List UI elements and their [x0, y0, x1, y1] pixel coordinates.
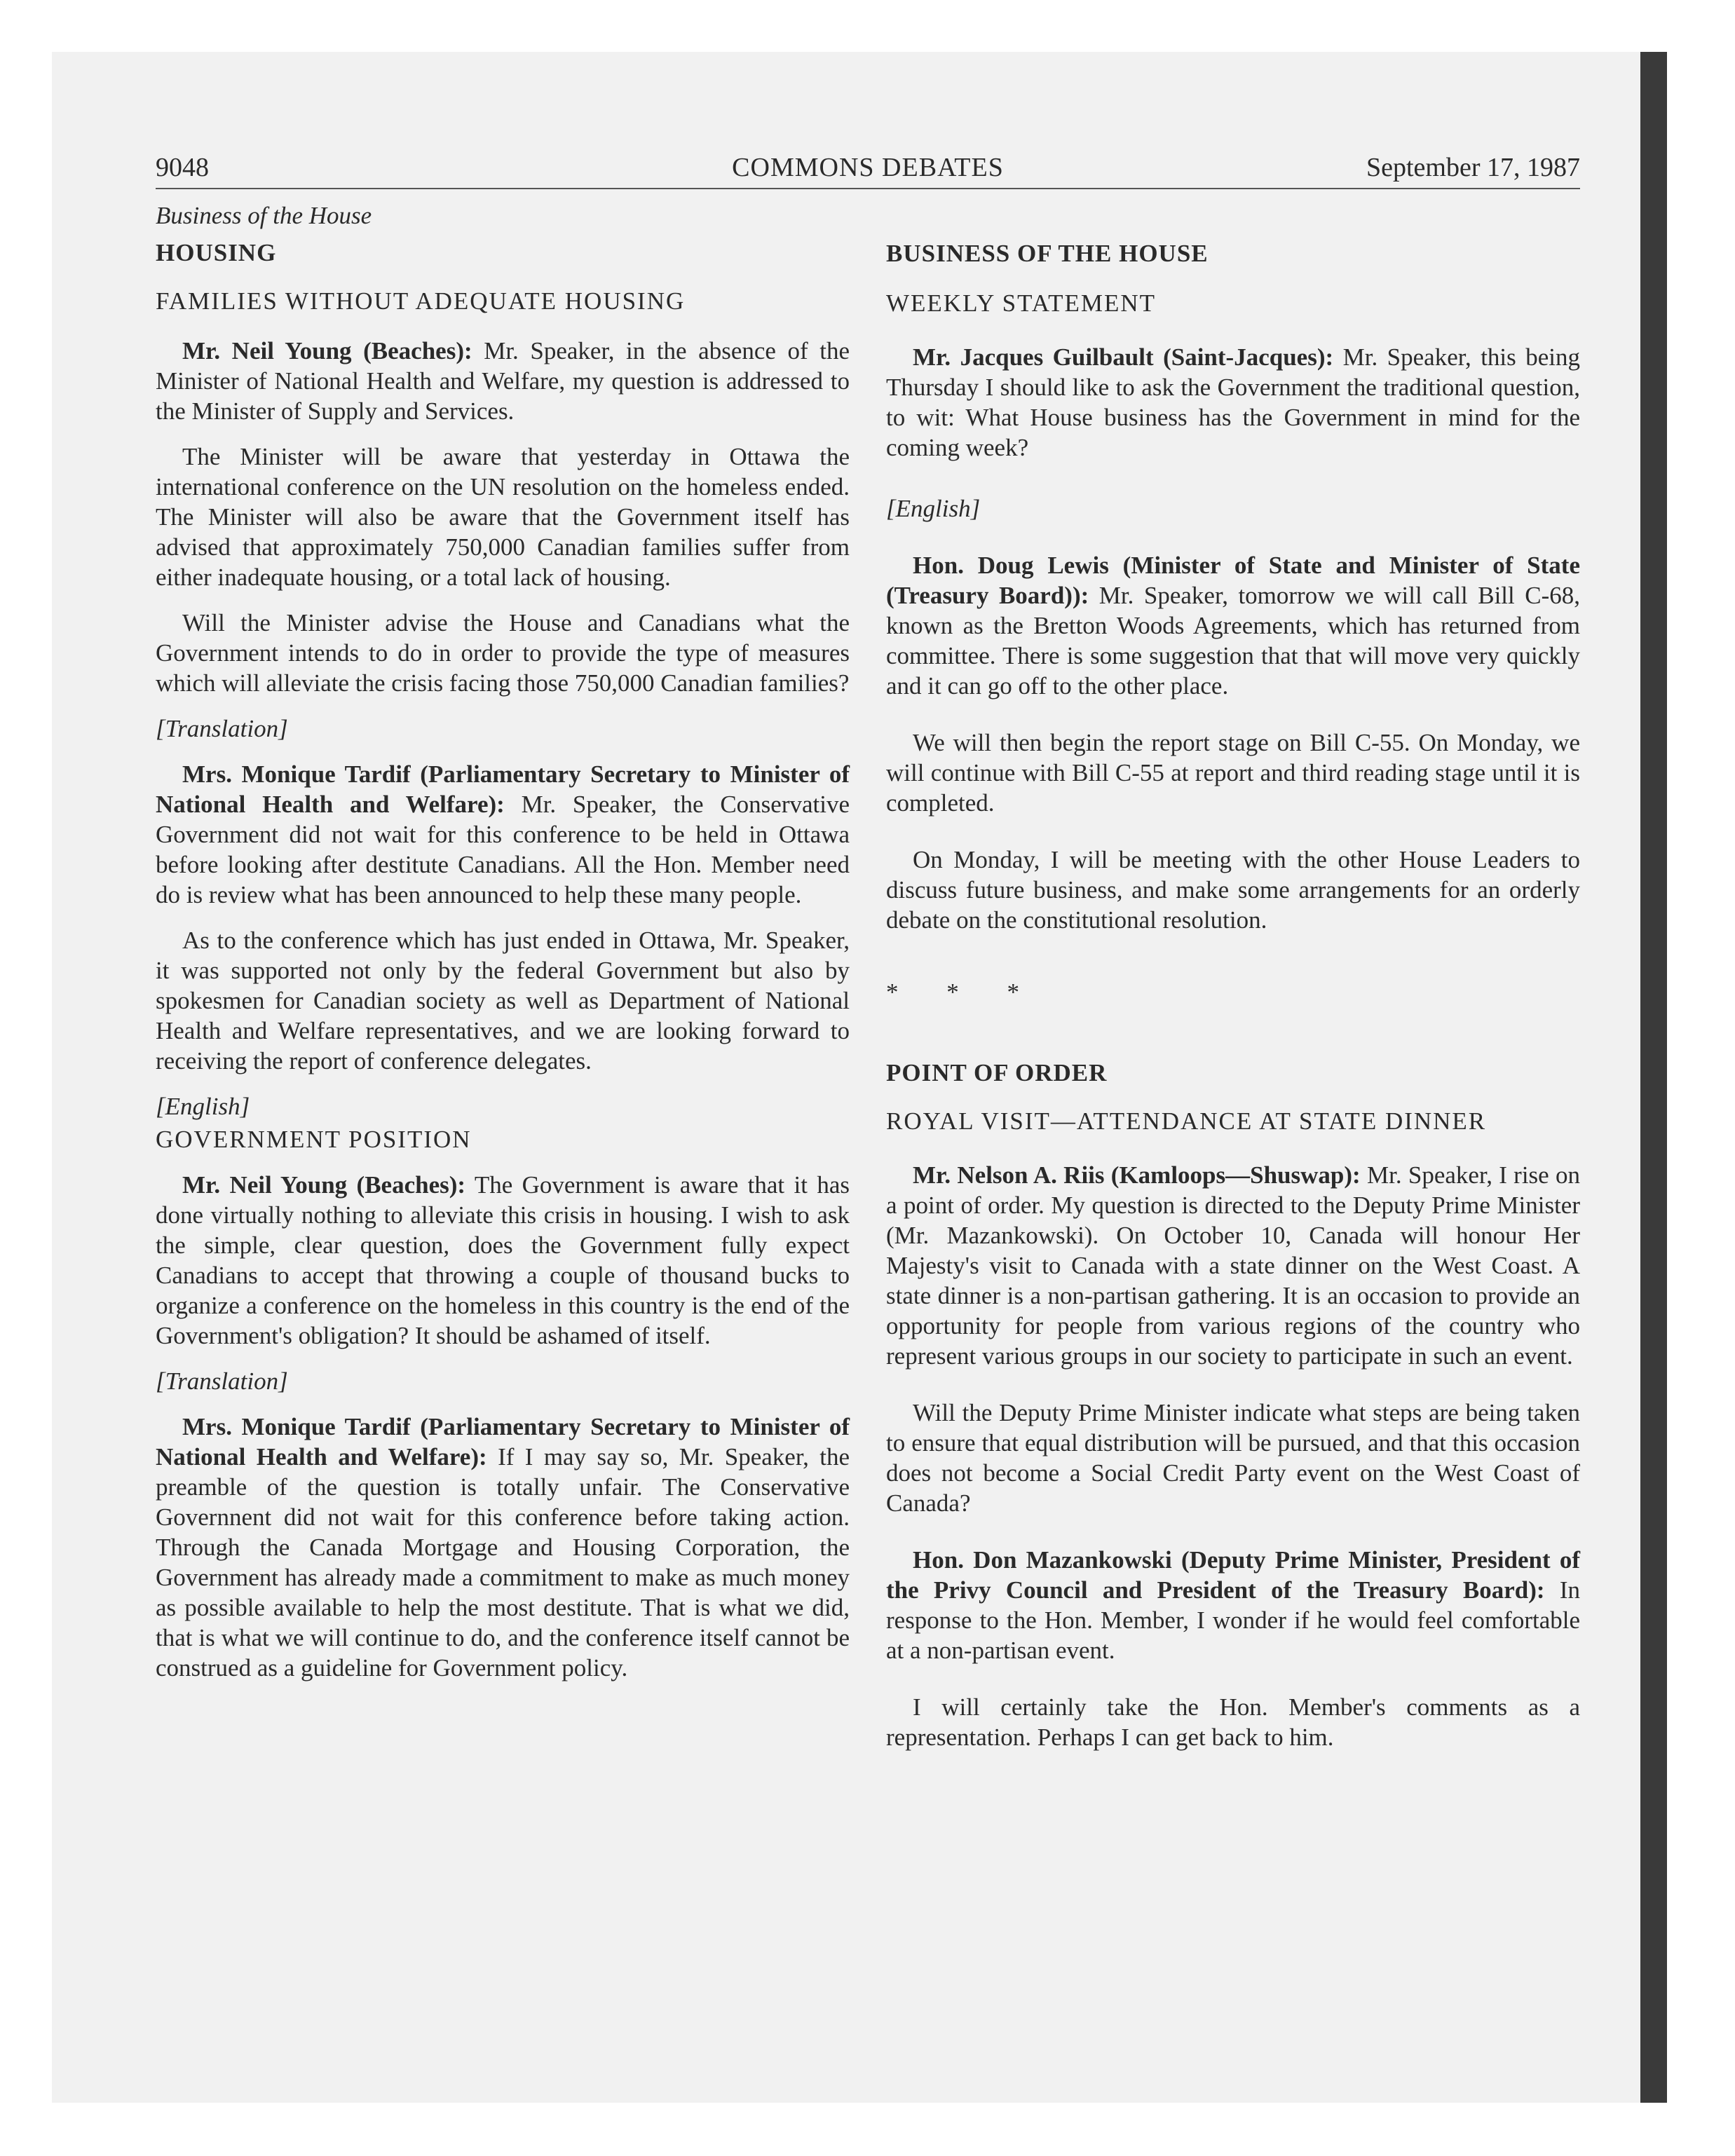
- paragraph: As to the conference which has just ended in Ottawa, Mr. Speaker, it was supported not only by the federal Government but also by spokesmen for Canadian society as well as Department of National Health and Welfare representatives, and we are looking forward to receiving the report of conference delegates.: [156, 927, 850, 1074]
- left-column: [156, 200, 850, 1683]
- subsection-royal-visit: ROYAL VISIT—ATTENDANCE AT STATE DINNER: [886, 1107, 1487, 1135]
- paragraph-text: Mr. Speaker, the Conservative Government did not wait for this conference to be held in Ottawa before looking after destitute Canadians. All the Hon. Member need do is review what has been announced to help these many people.: [156, 791, 850, 908]
- paragraph: I will certainly take the Hon. Member's comments as a representation. Perhaps I can get back to him.: [886, 1693, 1580, 1751]
- paragraph: The Minister will be aware that yesterday in Ottawa the international conference on the UN resolution on the homeless ended. The Minister will also be aware that the Government itself has advised that approximately 750,000 Canadian families suffer from either inadequate housing, or a total lack of housing.: [156, 443, 850, 591]
- paragraph: [886, 342, 1580, 463]
- paragraph: [156, 1412, 850, 1683]
- section-label: Business of the House: [156, 202, 372, 229]
- section-title-business: BUSINESS OF THE HOUSE: [886, 240, 1209, 267]
- speaker-name: Mrs. Monique Tardif (Parliamentary Secretary to Minister of National Health and Welfare):: [156, 1413, 850, 1471]
- speaker-name: Hon. Don Mazankowski (Deputy Prime Minister, President of the Privy Council and President of the Treasury Board):: [886, 1546, 1580, 1604]
- page-header: [156, 149, 1580, 186]
- paragraph: Will the Minister advise the House and Canadians what the Government intends to do in order to provide the type of measures which will alleviate the crisis facing those 750,000 Canadian families?: [156, 609, 850, 697]
- speaker-name: Mr. Nelson A. Riis (Kamloops—Shuswap):: [913, 1161, 1361, 1189]
- subsection-families: FAMILIES WITHOUT ADEQUATE HOUSING: [156, 287, 686, 315]
- paragraph-text: Mr. Speaker, tomorrow we will call Bill C-68, known as the Bretton Woods Agreements, which has returned from committee. There is some suggestion that that will move very quickly and it can go off to the other place.: [886, 582, 1580, 700]
- language-marker: [English]: [156, 1093, 250, 1120]
- section-title-point-of-order: POINT OF ORDER: [886, 1059, 1108, 1086]
- paragraph-text: Mr. Speaker, in the absence of the Minister of National Health and Welfare, my question is addressed to the Minister of Supply and Services.: [156, 337, 850, 425]
- page-number: 9048: [156, 153, 209, 182]
- paragraph: [156, 336, 850, 426]
- language-marker: [Translation]: [156, 1367, 288, 1395]
- language-marker: [English]: [886, 495, 981, 522]
- paragraph: [886, 1160, 1580, 1371]
- header-rule: [156, 188, 1580, 189]
- right-column: [886, 200, 1580, 1752]
- paragraph-text: Mr. Speaker, this being Thursday I should like to ask the Government the traditional question, to wit: What House business has the Government in mind for the coming week?: [886, 343, 1581, 461]
- language-marker: [Translation]: [156, 715, 288, 742]
- speaker-name: Hon. Doug Lewis (Minister of State and Minister of State (Treasury Board)):: [886, 552, 1580, 609]
- section-title-housing: HOUSING: [156, 239, 277, 266]
- paragraph-text: The Government is aware that it has done virtually nothing to alleviate this crisis in housing. I wish to ask the simple, clear question, does the Government fully expect Canadians to accept that throwing a couple of thousand bucks to organize a conference on the homeless in this country is the end of the Government's obligation? It should be ashamed of itself.: [156, 1171, 850, 1349]
- paragraph: Will the Deputy Prime Minister indicate what steps are being taken to ensure that equal distribution will be pursued, and that this occasion does not become a Social Credit Party event on the West Coast of Canada?: [886, 1399, 1580, 1517]
- section-separator-stars: * * *: [886, 978, 1040, 1006]
- speaker-name: Mr. Jacques Guilbault (Saint-Jacques):: [913, 343, 1334, 371]
- speaker-name: Mr. Neil Young (Beaches):: [182, 337, 472, 364]
- paragraph-text: If I may say so, Mr. Speaker, the preamble of the question is totally unfair. The Conservative Governnent did not wait for this conference before taking action. Through the Canada Mortgage and Housing Corporation, the Government has already made a commitment to make as much money as possible available to help the most destitute. That is what we did, that is what we will continue to do, and the conference itself cannot be construed as a guideline for Government policy.: [156, 1443, 850, 1681]
- subsection-weekly-statement: WEEKLY STATEMENT: [886, 289, 1157, 317]
- paragraph-text: Mr. Speaker, I rise on a point of order. My question is directed to the Deputy Prime Minister (Mr. Mazankowski). On October 10, Canada will honour Her Majesty's visit to Canada with a state dinner on the West Coast. A state dinner is a non-partisan gathering. It is an occasion to provide an opportunity for people from various regions of the country who represent various groups in our society to participate in such an event.: [886, 1161, 1580, 1370]
- paragraph: [156, 759, 850, 910]
- subsection-government-position: GOVERNMENT POSITION: [156, 1126, 472, 1153]
- publication-title: COMMONS DEBATES: [732, 153, 1004, 182]
- page-date: September 17, 1987: [1366, 153, 1580, 182]
- paragraph: [886, 550, 1580, 701]
- paragraph: We will then begin the report stage on Bill C-55. On Monday, we will continue with Bill C-55 at report and third reading stage until it is completed.: [886, 729, 1580, 817]
- speaker-name: Mrs. Monique Tardif (Parliamentary Secretary to Minister of National Health and Welfare):: [156, 760, 850, 818]
- paragraph: [886, 1545, 1580, 1665]
- paragraph-text: In response to the Hon. Member, I wonder if he would feel comfortable at a non-partisan event.: [886, 1576, 1580, 1664]
- speaker-name: Mr. Neil Young (Beaches):: [182, 1171, 466, 1199]
- binding-edge: [1640, 52, 1667, 2103]
- paragraph: On Monday, I will be meeting with the other House Leaders to discuss future business, and make some arrangements for an orderly debate on the constitutional resolution.: [886, 846, 1580, 934]
- paragraph: [156, 1170, 850, 1351]
